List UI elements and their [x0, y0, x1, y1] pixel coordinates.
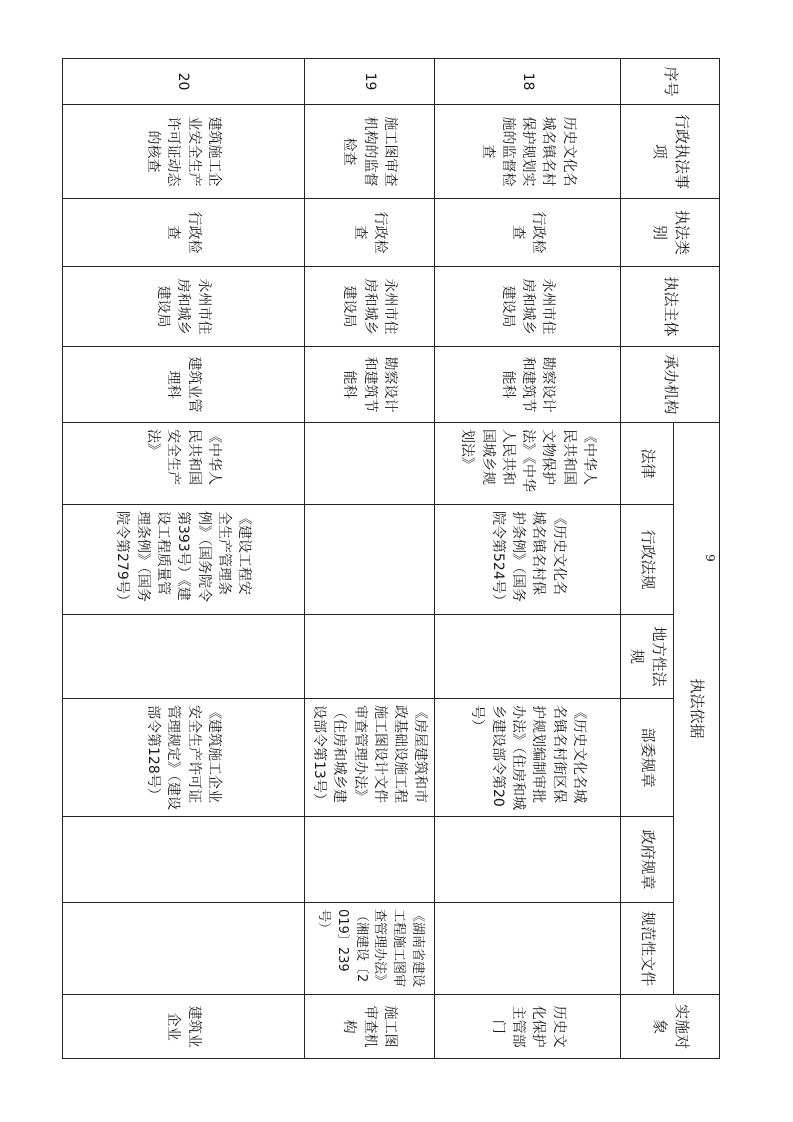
cell-local-reg [62, 615, 304, 699]
table-row [304, 59, 435, 1059]
cell-target: 建筑业企业 [62, 995, 304, 1059]
cell-gov-rule [62, 817, 304, 903]
cell-law: 《中华人民共和国安全生产法》 [62, 423, 304, 505]
cell-admin-reg: 《建设工程安全生产管理条例》（国务院令第393号）《建设工程质量管理条例》（国务院令第279号） [62, 505, 304, 615]
enforcement-table [80, 58, 720, 1058]
cell-seq: 19 [304, 59, 435, 105]
cell-normative [435, 903, 621, 995]
cell-dept: 勘察设计和建筑节能科 [435, 347, 621, 423]
header-category: 执法类别 [621, 199, 720, 267]
cell-target: 历史文化保护主管部门 [435, 995, 621, 1059]
page-number: 9 [703, 554, 717, 562]
header-subject: 执法主体 [621, 267, 720, 347]
cell-dept-rule: 《建筑施工企业安全生产许可证管理规定》（建设部令第128号） [62, 699, 304, 817]
cell-subject: 永州市住房和城乡建设局 [62, 267, 304, 347]
cell-target: 施工图审查机构 [304, 995, 435, 1059]
header-local-reg: 地方性法规 [621, 615, 674, 699]
cell-category: 行政检查 [62, 199, 304, 267]
cell-gov-rule [304, 817, 435, 903]
cell-item: 施工图审查机构的监督检查 [304, 105, 435, 199]
cell-dept: 勘察设计和建筑节能科 [304, 347, 435, 423]
cell-law: 《中华人民共和国文物保护法》《中华人民共和国城乡规划法》 [435, 423, 621, 505]
cell-dept-rule: 《历史文化名城名镇名村街区保护规划编制审批办法》（住房和城乡建设部令第20号） [435, 699, 621, 817]
header-target: 实施对象 [621, 995, 720, 1059]
cell-category: 行政检查 [304, 199, 435, 267]
cell-seq: 20 [62, 59, 304, 105]
header-law: 法律 [621, 423, 674, 505]
cell-normative [62, 903, 304, 995]
cell-admin-reg [304, 505, 435, 615]
cell-seq: 18 [435, 59, 621, 105]
header-normative: 规范性文件 [621, 903, 674, 995]
header-admin-reg: 行政法规 [621, 505, 674, 615]
cell-subject: 永州市住房和城乡建设局 [304, 267, 435, 347]
cell-dept-rule: 《房屋建筑和市政基础设施工程施工图设计文件审查管理办法》（住房和城乡建设部令第13号） [304, 699, 435, 817]
cell-normative: 《湖南省建设工程施工图审查管理办法》（湘建设〔2019〕239号） [304, 903, 435, 995]
cell-subject: 永州市住房和城乡建设局 [435, 267, 621, 347]
cell-gov-rule [435, 817, 621, 903]
cell-local-reg [435, 615, 621, 699]
cell-dept: 建筑业管理科 [62, 347, 304, 423]
header-seq: 序号 [621, 59, 720, 105]
cell-local-reg [304, 615, 435, 699]
table-row [435, 59, 621, 1059]
cell-item: 历史文化名城名镇名村保护规划实施的监督检查 [435, 105, 621, 199]
cell-item: 建筑施工企业安全生产许可证动态的核查 [62, 105, 304, 199]
header-gov-rule: 政府规章 [621, 817, 674, 903]
cell-admin-reg: 《历史文化名城名镇名村保护条例》（国务院令第524号） [435, 505, 621, 615]
header-basis: 执法依据 [674, 423, 720, 995]
cell-category: 行政检查 [435, 199, 621, 267]
header-item: 行政执法事项 [621, 105, 720, 199]
header-dept-rule: 部委规章 [621, 699, 674, 817]
header-dept: 承办机构 [621, 347, 720, 423]
cell-law [304, 423, 435, 505]
table-row [62, 59, 304, 1059]
